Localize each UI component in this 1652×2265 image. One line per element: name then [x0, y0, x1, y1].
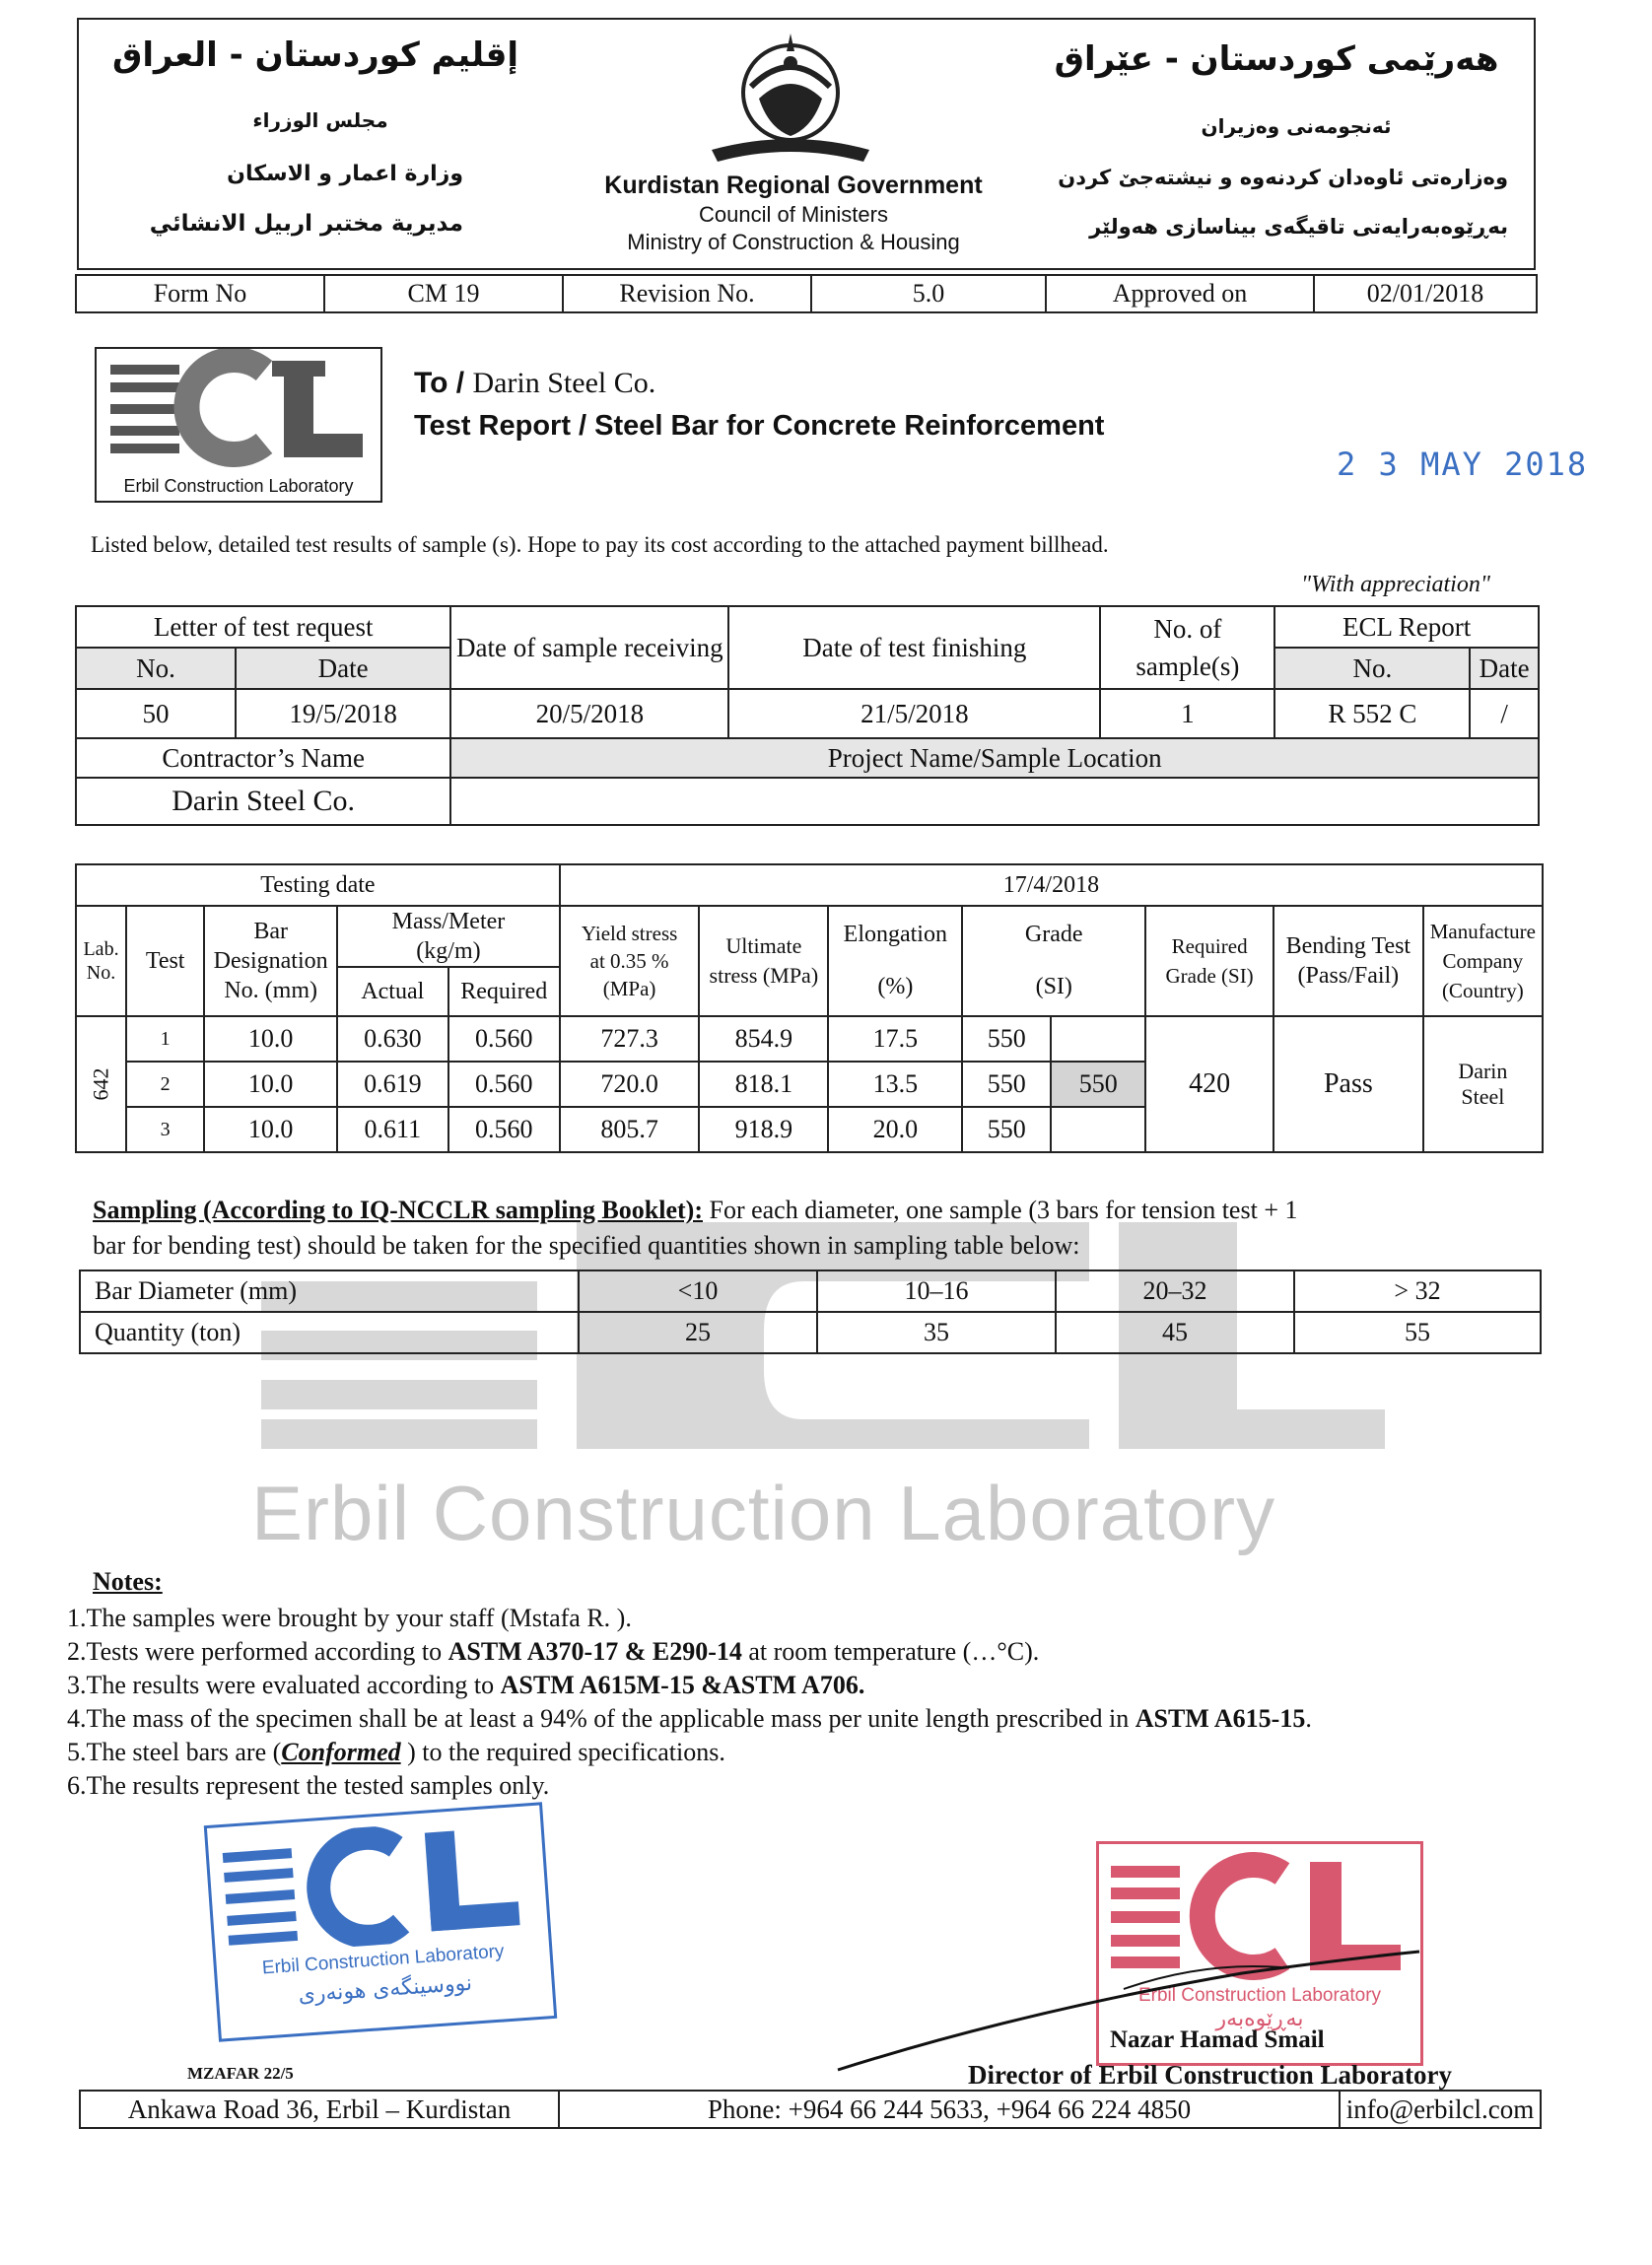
signature-title: Director of Erbil Construction Laboratory — [968, 2060, 1452, 2090]
note-item: 2.Tests were performed according to ASTM A370-17 & E290-14 at room temperature (…°C). — [67, 1637, 1040, 1666]
bar-cell: 10.0 — [204, 1016, 337, 1062]
test-header: Test — [126, 906, 204, 1016]
letter-date-label: Date — [236, 648, 450, 689]
notes-heading: Notes: — [93, 1567, 163, 1596]
red-stamp-kurdish: بەڕێوەبەر — [1215, 2007, 1304, 2031]
notes-list — [67, 1602, 1565, 1803]
ecl-no-value: R 552 C — [1274, 689, 1470, 738]
signature-scribble — [828, 1932, 1439, 2080]
quantity-value: 35 — [817, 1312, 1056, 1353]
sampling-heading: Sampling (According to IQ-NCCLR sampling Booklet): — [93, 1196, 703, 1224]
signature-name: Nazar Hamad Smail — [1110, 2026, 1325, 2053]
quantity-label: Quantity (ton) — [80, 1312, 579, 1353]
grade-cell — [962, 1016, 1145, 1062]
actual-cell: 0.619 — [337, 1062, 448, 1107]
project-label: Project Name/Sample Location — [450, 738, 1539, 778]
quantity-value: 55 — [1294, 1312, 1541, 1353]
grade-header-line1: Grade — [1024, 922, 1083, 947]
footer-address: Ankawa Road 36, Erbil – Kurdistan — [80, 2091, 559, 2128]
revision-value: 5.0 — [811, 275, 1046, 312]
note-item: 3.The results were evaluated according to ASTM A615M-15 &ASTM A706. — [67, 1671, 865, 1699]
diameter-range: > 32 — [1294, 1270, 1541, 1312]
letter-no-label: No. — [76, 648, 236, 689]
ecl-report-header: ECL Report — [1274, 606, 1539, 648]
footer-table — [79, 2090, 1542, 2129]
elongation-cell: 13.5 — [828, 1062, 962, 1107]
grade-average: 550 — [1052, 1063, 1144, 1106]
ecl-logo — [95, 347, 382, 503]
blue-stamp — [204, 1802, 558, 2041]
lab-no-rotated: 642 — [88, 1067, 113, 1101]
arabic-line-left-3: مديرية مختبر اربيل الانشائي — [149, 211, 463, 237]
ultimate-cell: 818.1 — [699, 1062, 828, 1107]
yield-cell: 720.0 — [560, 1062, 699, 1107]
receiving-date-value: 20/5/2018 — [450, 689, 728, 738]
krg-ministry: Ministry of Construction & Housing — [627, 230, 960, 254]
mass-meter-header: Mass/Meter (kg/m) — [337, 906, 560, 967]
ecl-date-label: Date — [1470, 648, 1539, 689]
elongation-header — [828, 906, 962, 1016]
letter-no-value: 50 — [76, 689, 236, 738]
testing-date-value: 17/4/2018 — [560, 864, 1543, 906]
contractor-label: Contractor’s Name — [76, 738, 450, 778]
letter-date-value: 19/5/2018 — [236, 689, 450, 738]
sampling-table — [79, 1270, 1542, 1354]
bar-cell: 10.0 — [204, 1062, 337, 1107]
krg-council: Council of Ministers — [699, 202, 888, 227]
finishing-date-value: 21/5/2018 — [728, 689, 1100, 738]
grade-value: 550 — [963, 1063, 1052, 1106]
test-finishing-header: Date of test finishing — [728, 606, 1100, 689]
blue-stamp-logo — [208, 1816, 541, 1956]
ultimate-cell: 918.9 — [699, 1107, 828, 1152]
required-cell: 0.560 — [448, 1107, 560, 1152]
actual-header: Actual — [337, 967, 448, 1016]
elongation-header-line1: Elongation — [843, 922, 947, 947]
note-item: 4.The mass of the specimen shall be at least a 94% of the applicable mass per unite length prescribed in ASTM A615-15. — [67, 1704, 1312, 1733]
ecl-logo-mark — [97, 349, 380, 467]
required-header: Required — [448, 967, 560, 1016]
sampling-text-2: bar for bending test) should be taken for the specified quantities shown in sampling table below: — [93, 1231, 1080, 1260]
grade-header-line2: (SI) — [1035, 974, 1072, 999]
footer-email[interactable]: info@erbilcl.com — [1340, 2091, 1541, 2128]
arabic-line-left-2: وزارة اعمار و الاسكان — [227, 162, 463, 186]
elongation-header-line2: (%) — [877, 974, 914, 999]
approved-label: Approved on — [1046, 275, 1314, 312]
bending-result-cell: Pass — [1273, 1016, 1423, 1152]
arabic-title-left: إقليم كوردستان - العراق — [112, 35, 518, 75]
to-recipient: Darin Steel Co. — [472, 367, 656, 399]
blue-stamp-kurdish: نووسینگەی هونەری — [297, 1970, 473, 2008]
bar-cell: 10.0 — [204, 1107, 337, 1152]
form-info-table — [75, 274, 1538, 313]
required-cell: 0.560 — [448, 1016, 560, 1062]
num-samples-header: No. of sample(s) — [1100, 606, 1274, 689]
yield-stress-header: Yield stress at 0.35 % (MPa) — [560, 906, 699, 1016]
bending-test-header: Bending Test (Pass/Fail) — [1273, 906, 1423, 1016]
kurdish-line-right-1: ئەنجومەنی وەزیران — [1201, 114, 1392, 138]
appreciation-text: "With appreciation" — [1301, 572, 1490, 597]
elongation-cell: 20.0 — [828, 1107, 962, 1152]
sample-receiving-header: Date of sample receiving — [450, 606, 728, 689]
grade-value: 550 — [963, 1017, 1052, 1061]
results-table — [75, 863, 1544, 1153]
sampling-text-1: For each diameter, one sample (3 bars for tension test + 1 — [702, 1196, 1298, 1224]
ecl-no-label: No. — [1274, 648, 1470, 689]
revision-label: Revision No. — [563, 275, 811, 312]
diameter-label: Bar Diameter (mm) — [80, 1270, 579, 1312]
testing-date-label: Testing date — [76, 864, 560, 906]
note-item: 6.The results represent the tested samples only. — [67, 1771, 550, 1800]
blue-stamp-caption: Erbil Construction Laboratory — [261, 1941, 506, 1979]
bar-designation-header: Bar Designation No. (mm) — [204, 906, 337, 1016]
diameter-range: 20–32 — [1056, 1270, 1294, 1312]
elongation-cell: 17.5 — [828, 1016, 962, 1062]
actual-cell: 0.611 — [337, 1107, 448, 1152]
grade-cell — [962, 1062, 1145, 1107]
approved-value: 02/01/2018 — [1314, 275, 1537, 312]
lab-no-value — [76, 1016, 126, 1152]
lab-no-header: Lab. No. — [76, 906, 126, 1016]
signature-initials: MZAFAR 22/5 — [187, 2064, 294, 2083]
test-cell: 1 — [126, 1016, 204, 1062]
quantity-value: 25 — [579, 1312, 817, 1353]
request-table — [75, 605, 1540, 826]
red-stamp-caption: Erbil Construction Laboratory — [1137, 1985, 1382, 2006]
to-label: To / — [414, 367, 465, 399]
ultimate-stress-header: Ultimate stress (MPa) — [699, 906, 828, 1016]
to-line — [414, 367, 655, 400]
date-stamp: 2 3 MAY 2018 — [1337, 446, 1589, 483]
grade-header — [962, 906, 1145, 1016]
form-no-label: Form No — [76, 275, 324, 312]
num-samples-value: 1 — [1100, 689, 1274, 738]
contractor-value: Darin Steel Co. — [76, 778, 450, 825]
kurdish-line-right-3: بەڕێوەبەرایەتی تاقیگەی بیناسازی هەولێر — [1089, 215, 1508, 239]
ecl-date-value: / — [1470, 689, 1539, 738]
grade-cell — [962, 1107, 1145, 1152]
note-item: 1.The samples were brought by your staff (Mstafa R. ). — [67, 1604, 632, 1632]
krg-title: Kurdistan Regional Government — [604, 172, 983, 199]
report-title: Test Report / Steel Bar for Concrete Reinforcement — [414, 410, 1105, 442]
required-grade-header: Required Grade (SI) — [1145, 906, 1273, 1016]
arabic-line-left-1: مجلس الوزراء — [252, 108, 388, 132]
test-cell: 3 — [126, 1107, 204, 1152]
quantity-value: 45 — [1056, 1312, 1294, 1353]
manufacture-header: Manufacture Company (Country) — [1423, 906, 1543, 1016]
watermark-text: Erbil Construction Laboratory — [251, 1470, 1276, 1556]
krg-emblem-icon — [702, 30, 879, 164]
manufacturer-cell: Darin Steel — [1423, 1016, 1543, 1152]
required-grade-cell: 420 — [1145, 1016, 1273, 1152]
project-value — [450, 778, 1539, 825]
diameter-range: 10–16 — [817, 1270, 1056, 1312]
note-item: 5.The steel bars are (Conformed ) to the required specifications. — [67, 1738, 725, 1766]
kurdish-title-right: هەرێمی کوردستان - عێراق — [1054, 39, 1499, 79]
ecl-logo-caption: Erbil Construction Laboratory — [123, 476, 354, 496]
letter-of-request-header: Letter of test request — [76, 606, 450, 648]
test-cell: 2 — [126, 1062, 204, 1107]
diameter-range: <10 — [579, 1270, 817, 1312]
kurdish-line-right-2: وەزارەتی ئاوەدان کردنەوە و نیشتەجێ کردن — [1058, 166, 1508, 189]
actual-cell: 0.630 — [337, 1016, 448, 1062]
yield-cell: 805.7 — [560, 1107, 699, 1152]
yield-cell: 727.3 — [560, 1016, 699, 1062]
form-no-value: CM 19 — [324, 275, 563, 312]
intro-text: Listed below, detailed test results of sample (s). Hope to pay its cost according to the attached payment billhead. — [91, 532, 1109, 557]
required-cell: 0.560 — [448, 1062, 560, 1107]
footer-phone: Phone: +964 66 244 5633, +964 66 224 4850 — [559, 2091, 1340, 2128]
grade-value: 550 — [963, 1108, 1052, 1151]
sampling-paragraph — [93, 1193, 1542, 1264]
ultimate-cell: 854.9 — [699, 1016, 828, 1062]
